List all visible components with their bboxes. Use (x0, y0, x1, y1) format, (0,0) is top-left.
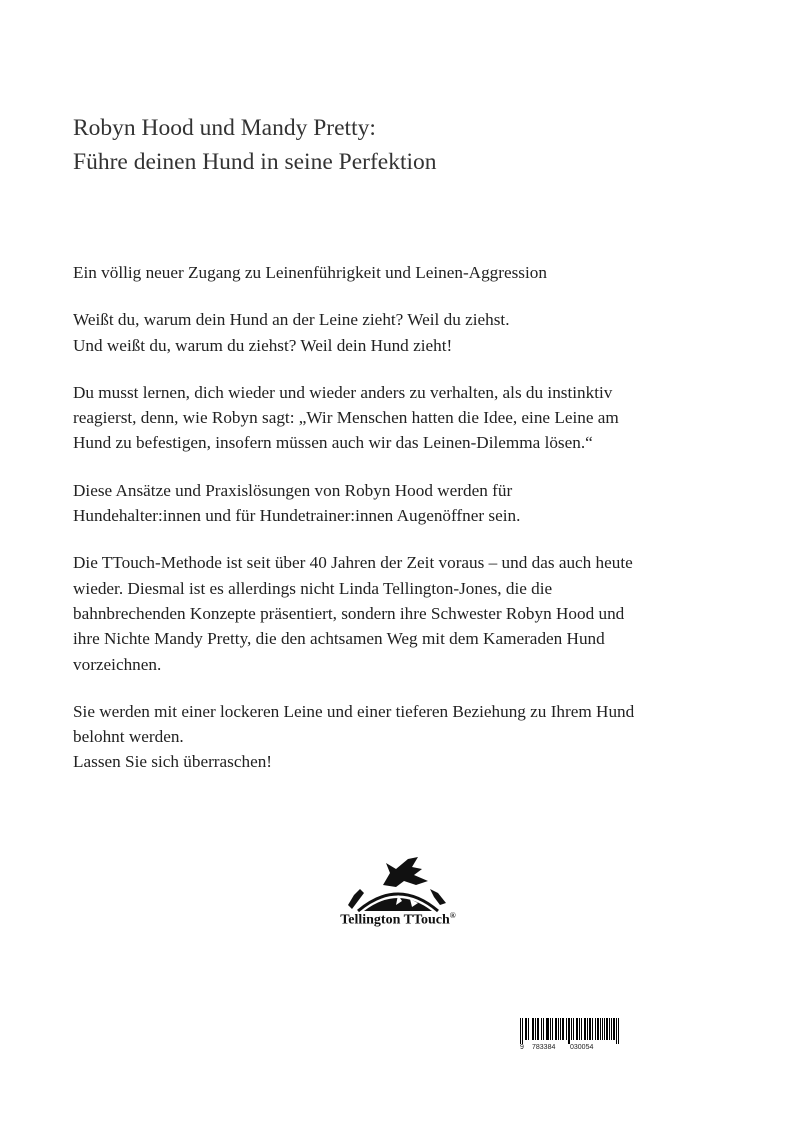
barcode-bar (543, 1018, 544, 1040)
text-line: Diese Ansätze und Praxislösungen von Robyn Hood werden für (73, 480, 513, 500)
barcode-bar (589, 1018, 590, 1040)
text-line: Sie werden mit einer lockeren Leine und einer tieferen Beziehung zu Ihrem Hund (73, 701, 635, 721)
logo-text: Tellington TTouch (340, 912, 450, 928)
barcode-bar (533, 1018, 534, 1040)
barcode-bar (592, 1018, 593, 1040)
barcode-bar (537, 1018, 538, 1040)
paragraph (73, 380, 753, 456)
barcode-bar (546, 1018, 547, 1040)
barcode-bar (606, 1018, 607, 1040)
registered-mark: ® (449, 911, 456, 920)
text-line: Die TTouch-Methode ist seit über 40 Jahren der Zeit voraus – und das auch heute (73, 553, 633, 573)
title-authors: Robyn Hood und Mandy Pretty: (73, 115, 376, 141)
text-line: Hund zu befestigen, insofern müssen auch wir das Leinen-Dilemma lösen.“ (73, 433, 593, 453)
barcode-bar (535, 1018, 536, 1040)
barcode-bar (571, 1018, 572, 1040)
text-line: ihre Nichte Mandy Pretty, die den achtsamen Weg mit dem Kameraden Hund (73, 629, 605, 649)
barcode-bar (568, 1018, 569, 1044)
barcode-bar (541, 1018, 542, 1040)
barcode-digit-prefix: 9 (520, 1044, 524, 1051)
barcode-bar (611, 1018, 612, 1040)
text-line: Hundehalter:innen und für Hundetrainer:innen Augenöffner sein. (73, 506, 521, 526)
barcode-bar (616, 1018, 617, 1044)
paragraph (73, 550, 753, 676)
barcode-bar (618, 1018, 619, 1044)
barcode-bar (556, 1018, 557, 1040)
barcode-bar (598, 1018, 599, 1040)
barcode-bar (577, 1018, 578, 1040)
barcode-bar (520, 1018, 521, 1044)
barcode-bar (595, 1018, 596, 1040)
text-line: Und weißt du, warum du ziehst? Weil dein Hund zieht! (73, 335, 453, 355)
barcode-bar (581, 1018, 582, 1040)
barcode-bar (548, 1018, 549, 1040)
book-title (73, 111, 437, 179)
paragraph (73, 260, 753, 285)
barcode-bar (573, 1018, 574, 1040)
barcode-bar (566, 1018, 567, 1040)
barcode-bar (563, 1018, 564, 1040)
text-line: Ein völlig neuer Zugang zu Leinenführigkeit und Leinen-Aggression (73, 263, 547, 282)
barcode-bar (584, 1018, 585, 1040)
barcode-bar (590, 1018, 591, 1040)
barcode-bar (555, 1018, 556, 1040)
barcode-bar (550, 1018, 551, 1040)
text-line: Du musst lernen, dich wieder und wieder anders zu verhalten, als du instinktiv (73, 382, 613, 402)
paragraph (73, 699, 753, 775)
barcode-bar (602, 1018, 603, 1040)
isbn-barcode (520, 1018, 620, 1054)
barcode-bar (587, 1018, 588, 1040)
text-line: belohnt werden. (73, 727, 184, 747)
barcode-bar (576, 1018, 577, 1040)
barcode-bar (600, 1018, 601, 1040)
barcode-bar (613, 1018, 614, 1040)
paragraph (73, 307, 753, 358)
text-line: Weißt du, warum dein Hund an der Leine zieht? Weil du ziehst. (73, 310, 510, 330)
barcode-bar (532, 1018, 533, 1040)
barcode-bar (585, 1018, 586, 1040)
barcode-bars (520, 1018, 620, 1044)
barcode-bar (547, 1018, 548, 1040)
text-line: wieder. Diesmal ist es allerdings nicht Linda Tellington-Jones, die die (73, 578, 553, 598)
barcode-bar (522, 1018, 523, 1044)
text-line: reagierst, denn, wie Robyn sagt: „Wir Menschen hatten die Idee, eine Leine am (73, 408, 619, 428)
blurb-text (73, 260, 753, 797)
title-main: Führe deinen Hund in seine Perfektion (73, 149, 437, 175)
barcode-bar (579, 1018, 580, 1040)
animals-globe-icon (338, 855, 458, 913)
barcode-digits-right: 030054 (570, 1044, 594, 1051)
barcode-bar (552, 1018, 553, 1040)
text-line: bahnbrechenden Konzepte präsentiert, sondern ihre Schwester Robyn Hood und (73, 603, 625, 623)
barcode-bar (525, 1018, 526, 1040)
barcode-bar (528, 1018, 529, 1040)
barcode-bar (526, 1018, 527, 1040)
tellington-ttouch-logo (328, 855, 468, 929)
barcode-bar (614, 1018, 615, 1040)
paragraph (73, 478, 753, 529)
barcode-bar (538, 1018, 539, 1040)
barcode-bar (560, 1018, 561, 1040)
barcode-bar (597, 1018, 598, 1040)
barcode-digits-left: 783384 (532, 1044, 556, 1051)
barcode-bar (609, 1018, 610, 1040)
barcode-bar (558, 1018, 559, 1040)
text-line: Lassen Sie sich überraschen! (73, 752, 273, 772)
barcode-bar (562, 1018, 563, 1040)
barcode-bar (607, 1018, 608, 1040)
text-line: vorzeichnen. (73, 654, 162, 674)
barcode-bar (569, 1018, 570, 1044)
barcode-bar (604, 1018, 605, 1040)
